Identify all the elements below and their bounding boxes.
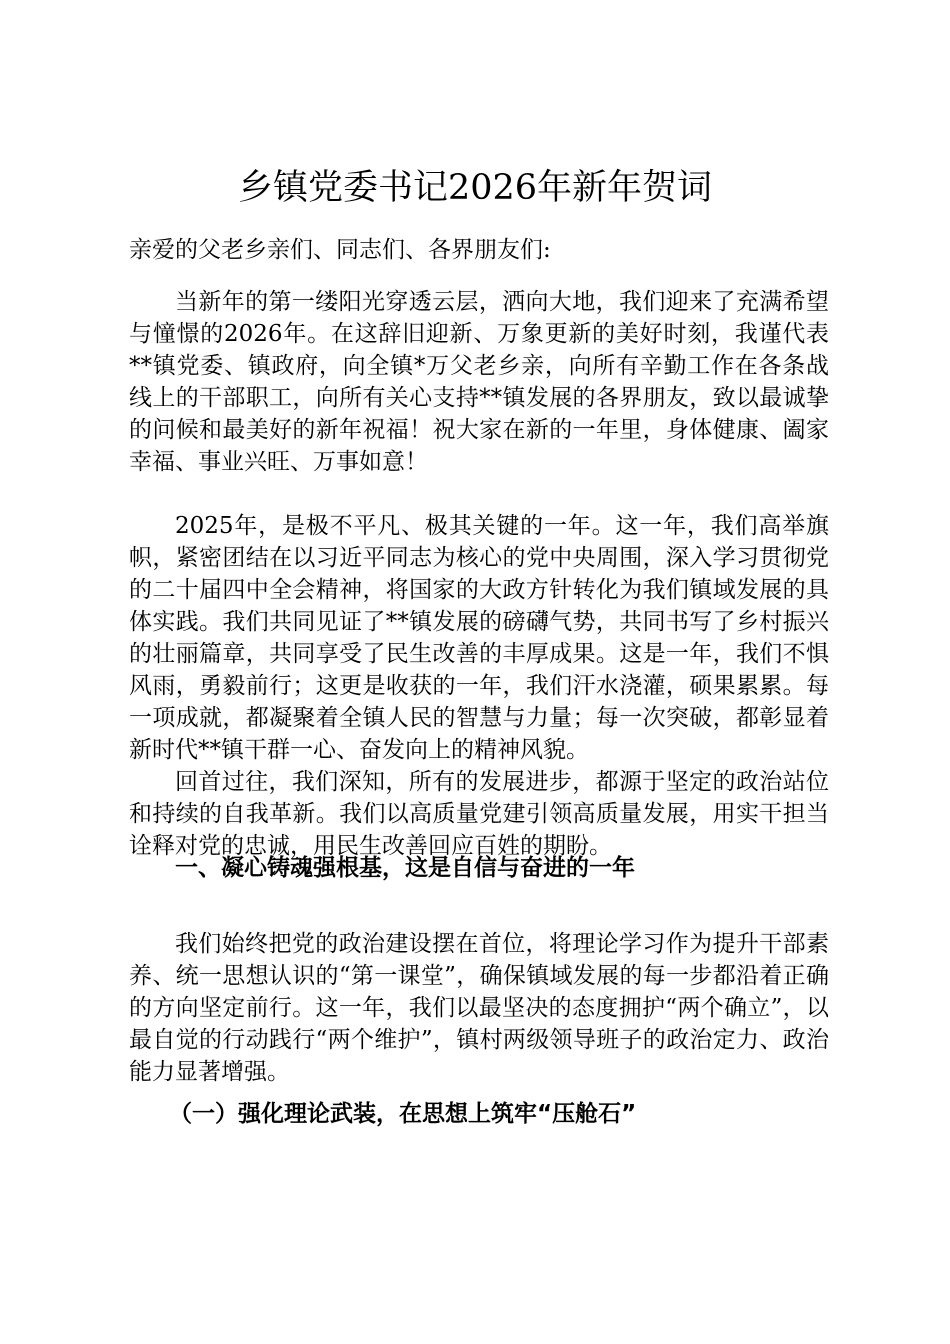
paragraph-reflection: 回首过往，我们深知，所有的发展进步，都源于坚定的政治站位和持续的自我革新。我们以高质量党建引领高质量发展，用实干担当诠释对党的忠诚，用民生改善回应百姓的期盼。 <box>129 769 829 859</box>
section-heading-1: 一、凝心铸魂强根基，这是自信与奋进的一年 <box>175 855 635 881</box>
paragraph-section-1: 我们始终把党的政治建设摆在首位，将理论学习作为提升干部素养、统一思想认识的“第一课堂”，确保镇域发展的每一步都沿着正确的方向坚定前行。这一年，我们以最坚决的态度拥护“两个确立”，以最自觉的行动践行“两个维护”，镇村两级领导班子的政治定力、政治能力显著增强。 <box>129 931 829 1085</box>
paragraph-greeting: 当新年的第一缕阳光穿透云层，洒向大地，我们迎来了充满希望与憧憬的2026年。在这辞旧迎新、万象更新的美好时刻，我谨代表**镇党委、镇政府，向全镇*万父老乡亲，向所有辛勤工作在各条战线上的干部职工，向所有关心支持**镇发展的各界朋友，致以最诚挚的问候和最美好的新年祝福！祝大家在新的一年里，身体健康、阖家幸福、事业兴旺、万事如意！ <box>129 289 829 475</box>
document-title: 乡镇党委书记2026年新年贺词 <box>237 168 713 208</box>
salutation: 亲爱的父老乡亲们、同志们、各界朋友们: <box>129 237 551 263</box>
paragraph-review-2025: 2025年，是极不平凡、极其关键的一年。这一年，我们高举旗帜，紧密团结在以习近平同志为核心的党中央周围，深入学习贯彻党的二十届四中全会精神，将国家的大政方针转化为我们镇域发展的具体实践。我们共同见证了**镇发展的磅礴气势，共同书写了乡村振兴的壮丽篇章，共同享受了民生改善的丰厚成果。这是一年，我们不惧风雨，勇毅前行；这更是收获的一年，我们汗水浇灌，硕果累累。每一项成就，都凝聚着全镇人民的智慧与力量；每一次突破，都彰显着新时代**镇干群一心、奋发向上的精神风貌。 <box>129 513 829 763</box>
subsection-heading-1: （一）强化理论武装，在思想上筑牢“压舱石” <box>169 1101 637 1127</box>
